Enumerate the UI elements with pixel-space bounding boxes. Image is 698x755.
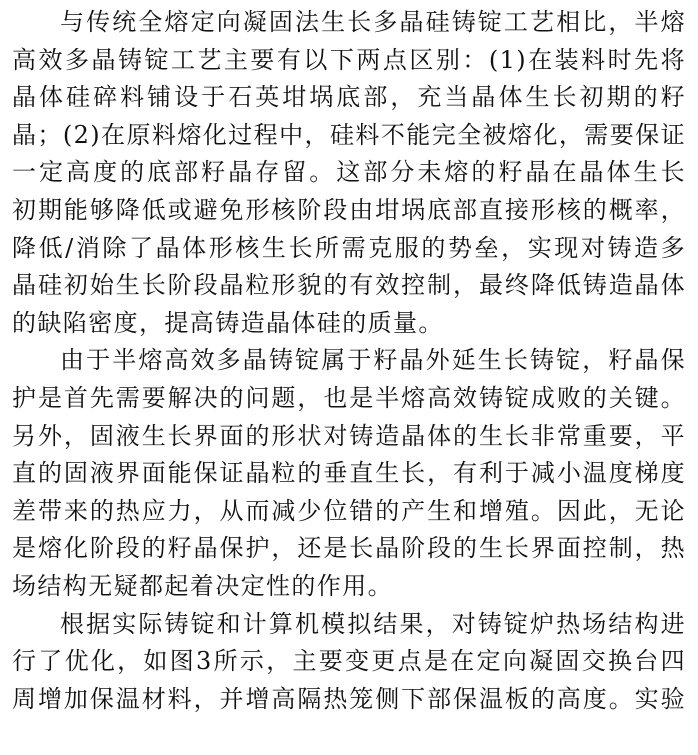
text-line: 晶硅初始生长阶段晶粒形貌的有效控制，最终降低铸造晶体	[12, 271, 686, 300]
paragraph-3	[12, 606, 686, 719]
text-line: 场结构无疑都起着决定性的作用。	[12, 571, 393, 600]
text-line: 降低/消除了晶体形核生长所需克服的势垒，实现对铸造多	[12, 233, 686, 262]
text-line: 差带来的热应力，从而减少位错的产生和增殖。因此，无论	[12, 496, 686, 525]
text-line: 周增加保温材料，并增高隔热笼侧下部保温板的高度。实验	[12, 684, 686, 713]
text-line: 行了优化，如图3所示，主要变更点是在定向凝固交换台四	[12, 647, 686, 676]
text-line: 另外，固液生长界面的形状对铸造晶体的生长非常重要，平	[12, 421, 686, 450]
text-line: 与传统全熔定向凝固法生长多晶硅铸锭工艺相比，半熔	[60, 8, 686, 36]
text-line: 晶；(2)在原料熔化过程中，硅料不能完全被熔化，需要保证	[12, 120, 686, 149]
text-line: 高效多晶铸锭工艺主要有以下两点区别：(1)在装料时先将	[12, 45, 686, 74]
paragraph-2	[12, 342, 686, 605]
text-line: 的缺陷密度，提高铸造晶体硅的质量。	[12, 308, 444, 337]
text-line: 根据实际铸锭和计算机模拟结果，对铸锭炉热场结构进	[60, 609, 686, 638]
text-line: 由于半熔高效多晶铸锭属于籽晶外延生长铸锭，籽晶保	[60, 346, 686, 375]
text-line: 直的固液界面能保证晶粒的垂直生长，有利于减小温度梯度	[12, 459, 686, 488]
text-line: 晶体硅碎料铺设于石英坩埚底部，充当晶体生长初期的籽	[12, 83, 686, 112]
paragraph-1	[12, 4, 686, 342]
text-line: 初期能够降低或避免形核阶段由坩埚底部直接形核的概率，	[12, 195, 686, 224]
text-line: 护是首先需要解决的问题，也是半熔高效铸锭成败的关键。	[12, 383, 686, 412]
text-line: 一定高度的底部籽晶存留。这部分未熔的籽晶在晶体生长	[12, 158, 686, 187]
text-line: 是熔化阶段的籽晶保护，还是长晶阶段的生长界面控制，热	[12, 534, 686, 563]
